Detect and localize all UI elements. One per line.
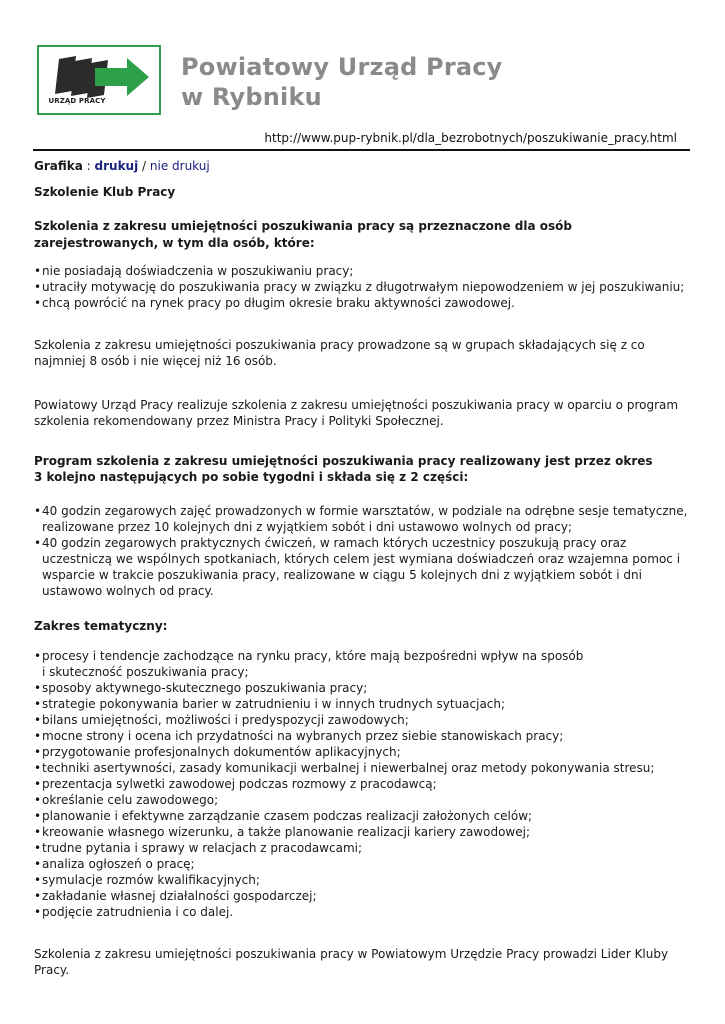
print-link[interactable]: drukuj xyxy=(94,159,139,173)
graphics-toggle-line xyxy=(34,158,694,174)
list-item: • chcą powrócić na rynek pracy po długim okresie braku aktywności zawodowej. xyxy=(34,295,694,311)
list-item: • trudne pytania i sprawy w relacjach z pracodawcami; xyxy=(34,840,694,856)
closing-paragraph: Szkolenia z zakresu umiejętności poszukiwania pracy w Powiatowym Urzędzie Pracy prowadzi Lider Kluby Pracy. xyxy=(34,947,669,977)
scope-heading: Zakres tematyczny: xyxy=(34,619,168,633)
page-url: http://www.pup-rybnik.pl/dla_bezrobotnych/poszukiwanie_pracy.html xyxy=(264,131,677,145)
organization-title xyxy=(181,52,503,112)
list-item: • utraciły motywację do poszukiwania pracy w związku z długotrwałym niepowodzeniem w jej poszukiwaniu; xyxy=(34,279,694,295)
list-item: • nie posiadają doświadczenia w poszukiwaniu pracy; xyxy=(34,263,694,279)
list-item: • 40 godzin zegarowych praktycznych ćwiczeń, w ramach których uczestnicy poszukują pracy oraz uczestniczą we wspólnych spotkaniach, których celem jest wymiana doświadczeń oraz wzajemna pomoc i wsparcie w trakcie poszukiwania pracy, realizowane w ciągu 5 kolejnych dni z wyjątkiem sobót i dni ustawowo wolnych od pracy. xyxy=(34,535,694,599)
article-content xyxy=(34,158,694,978)
program-heading-line-2: 3 kolejno następujących po sobie tygodni i składa się z 2 części: xyxy=(34,470,469,484)
list-item: • mocne strony i ocena ich przydatności na wybranych przez siebie stanowiskach pracy; xyxy=(34,728,694,744)
list-item: • sposoby aktywnego-skutecznego poszukiwania pracy; xyxy=(34,680,694,696)
list-item: • prezentacja sylwetki zawodowej podczas rozmowy z pracodawcą; xyxy=(34,776,694,792)
article-title: Szkolenie Klub Pracy xyxy=(34,185,176,199)
list-item: • analiza ogłoszeń o pracę; xyxy=(34,856,694,872)
graphics-slash: / xyxy=(138,159,150,173)
list-item: • 40 godzin zegarowych zajęć prowadzonych w formie warsztatów, w podziale na odrębne sesje tematyczne, realizowane przez 10 kolejnych dni z wyjątkiem sobót i dni ustawowo wolnych od pracy; xyxy=(34,503,694,535)
list-item: • określanie celu zawodowego; xyxy=(34,792,694,808)
list-item: • zakładanie własnej działalności gospodarczej; xyxy=(34,888,694,904)
scope-first-line-1: • procesy i tendencje zachodzące na rynku pracy, które mają bezpośredni wpływ na sposób xyxy=(42,649,584,663)
no-print-link[interactable]: nie drukuj xyxy=(149,159,210,173)
scope-list xyxy=(34,648,694,920)
scope-first-line-2: i skuteczność poszukiwania pracy; xyxy=(42,665,249,679)
list-item: • techniki asertywności, zasady komunikacji werbalnej i niewerbalnej oraz metody pokonywania stresu; xyxy=(34,760,694,776)
list-item: • strategie pokonywania barier w zatrudnieniu i w innych trudnych sytuacjach; xyxy=(34,696,694,712)
program-heading xyxy=(34,453,694,485)
list-item xyxy=(34,648,694,680)
groups-paragraph: Szkolenia z zakresu umiejętności poszukiwania pracy prowadzone są w grupach składających się z co najmniej 8 osób i nie więcej niż 16 osób. xyxy=(34,338,645,368)
list-item: • kreowanie własnego wizerunku, a także planowanie realizacji kariery zawodowej; xyxy=(34,824,694,840)
program-list xyxy=(34,503,694,599)
logo-caption: URZĄD PRACY xyxy=(48,97,106,105)
list-item: • bilans umiejętności, możliwości i predyspozycji zawodowych; xyxy=(34,712,694,728)
intro-list xyxy=(34,263,694,311)
list-item: • przygotowanie profesjonalnych dokumentów aplikacyjnych; xyxy=(34,744,694,760)
list-item: • symulacje rozmów kwalifikacyjnych; xyxy=(34,872,694,888)
program-paragraph: Powiatowy Urząd Pracy realizuje szkolenia z zakresu umiejętności poszukiwania pracy w oparciu o program szkolenia rekomendowany przez Ministra Pracy i Polityki Społecznej. xyxy=(34,398,679,428)
intro-heading: Szkolenia z zakresu umiejętności poszukiwania pracy są przeznaczone dla osób zarejestrowanych, w tym dla osób, które: xyxy=(34,219,572,250)
program-heading-line-1: Program szkolenia z zakresu umiejętności poszukiwania pracy realizowany jest przez okres xyxy=(34,454,653,468)
organization-title-line-1: Powiatowy Urząd Pracy xyxy=(181,53,503,81)
list-item: • podjęcie zatrudnienia i co dalej. xyxy=(34,904,694,920)
list-item: • planowanie i efektywne zarządzanie czasem podczas realizacji założonych celów; xyxy=(34,808,694,824)
logo xyxy=(37,45,161,115)
organization-title-line-2: w Rybniku xyxy=(181,83,322,111)
header-divider xyxy=(33,149,690,151)
graphics-label: Grafika xyxy=(34,159,83,173)
graphics-separator: : xyxy=(82,159,95,173)
